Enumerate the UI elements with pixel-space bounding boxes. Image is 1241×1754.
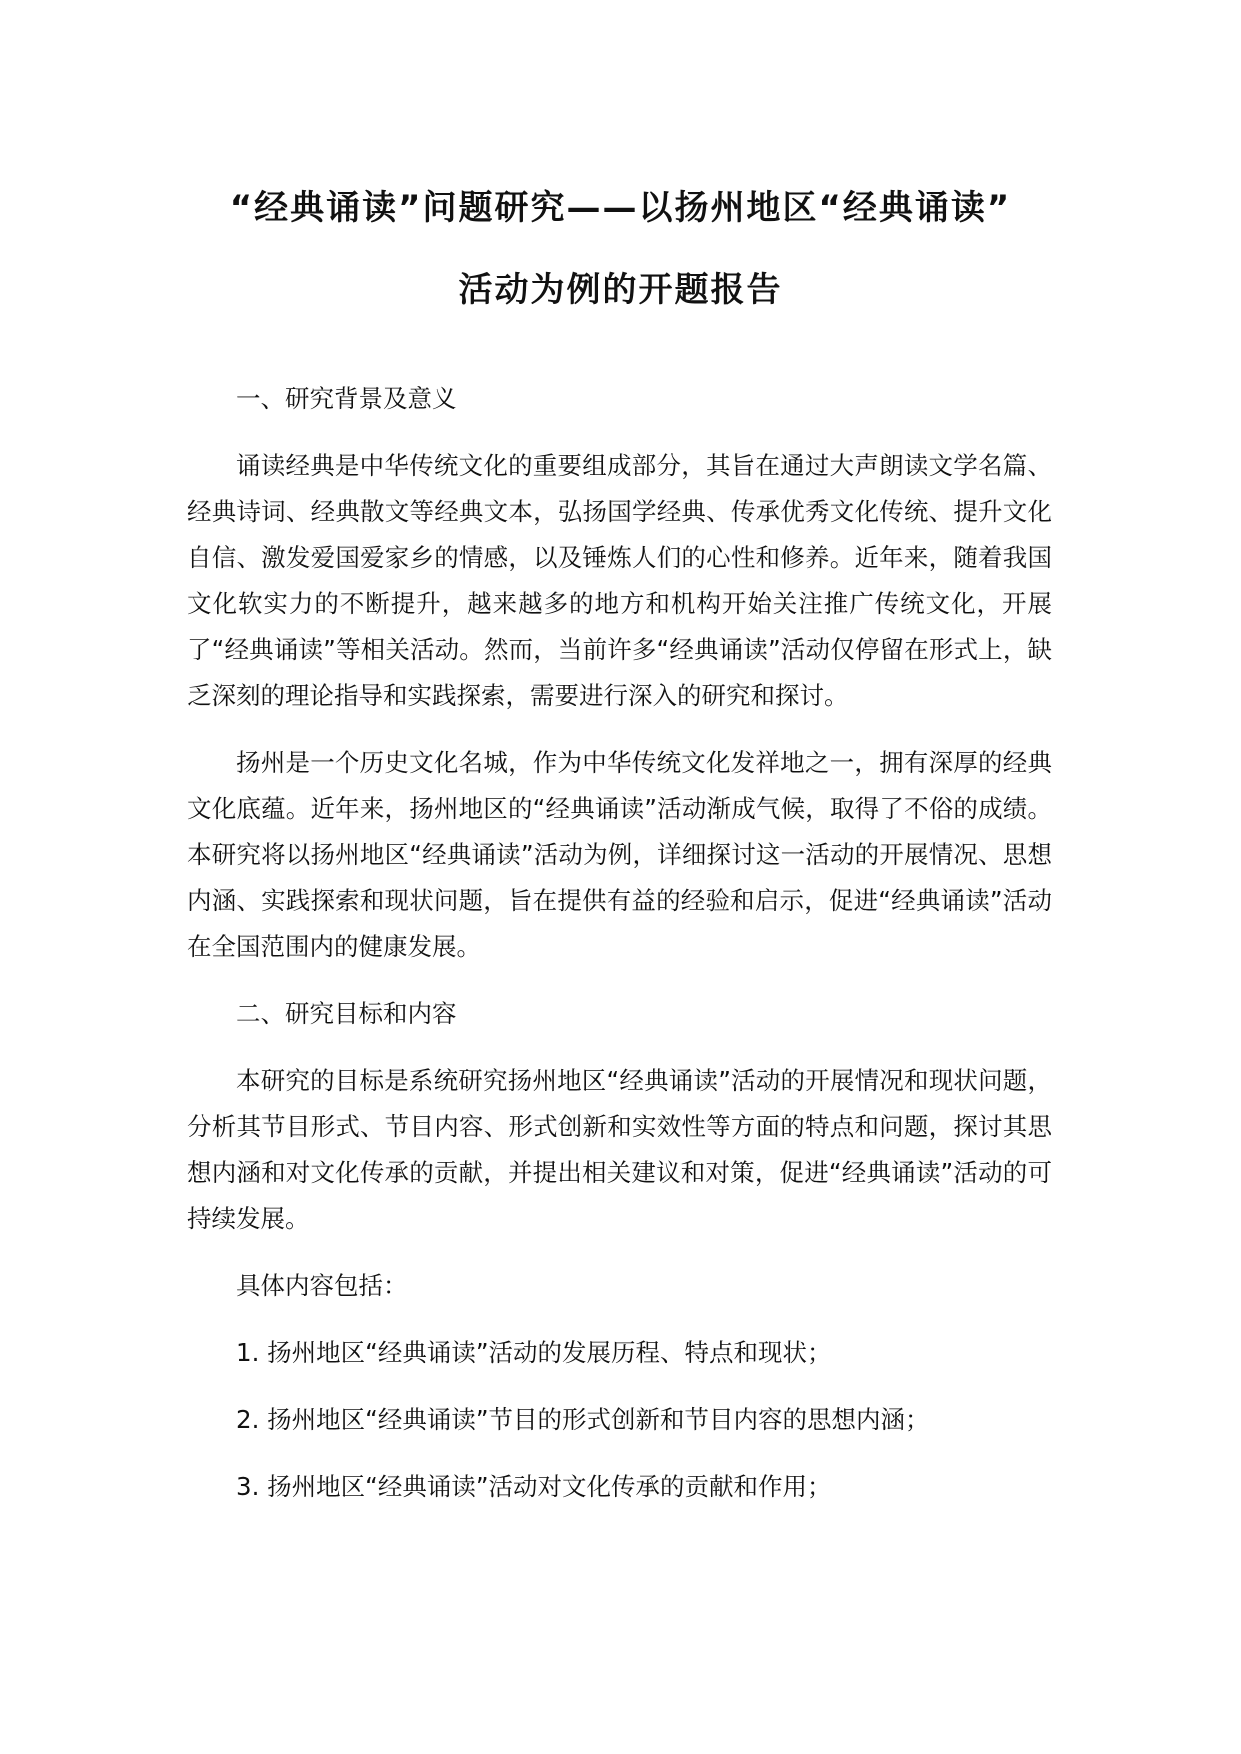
paragraph-goals: 本研究的目标是系统研究扬州地区“经典诵读”活动的开展情况和现状问题，分析其节目形式、节目内容、形式创新和实效性等方面的特点和问题，探讨其思想内涵和对文化传承的贡献，并提出相关建议和对策，促进“经典诵读”活动的可持续发展。 <box>187 1066 1052 1233</box>
section-heading-background: 一、研究背景及意义 <box>236 384 457 413</box>
document-body <box>187 376 1052 1531</box>
list-item: 2. 扬州地区“经典诵读”节目的形式创新和节目内容的思想内涵； <box>236 1405 930 1434</box>
list-item: 3. 扬州地区“经典诵读”活动对文化传承的贡献和作用； <box>236 1472 832 1501</box>
section-heading-goals: 二、研究目标和内容 <box>236 999 457 1028</box>
paragraph-background-2: 扬州是一个历史文化名城，作为中华传统文化发祥地之一，拥有深厚的经典文化底蕴。近年来，扬州地区的“经典诵读”活动渐成气候，取得了不俗的成绩。本研究将以扬州地区“经典诵读”活动为例，详细探讨这一活动的开展情况、思想内涵、实践探索和现状问题，旨在提供有益的经验和启示，促进“经典诵读”活动在全国范围内的健康发展。 <box>187 748 1052 961</box>
list-item: 1. 扬州地区“经典诵读”活动的发展历程、特点和现状； <box>236 1338 832 1367</box>
paragraph-background-1: 诵读经典是中华传统文化的重要组成部分，其旨在通过大声朗读文学名篇、经典诗词、经典散文等经典文本，弘扬国学经典、传承优秀文化传统、提升文化自信、激发爱国爱家乡的情感，以及锤炼人们的心性和修养。近年来，随着我国文化软实力的不断提升，越来越多的地方和机构开始关注推广传统文化，开展了“经典诵读”等相关活动。然而，当前许多“经典诵读”活动仅停留在形式上，缺乏深刻的理论指导和实践探索，需要进行深入的研究和探讨。 <box>187 451 1052 710</box>
document-title-line-1: “经典诵读”问题研究——以扬州地区“经典诵读” <box>229 188 1012 228</box>
content-intro: 具体内容包括： <box>236 1271 408 1300</box>
document-title-line-2: 活动为例的开题报告 <box>458 270 783 310</box>
